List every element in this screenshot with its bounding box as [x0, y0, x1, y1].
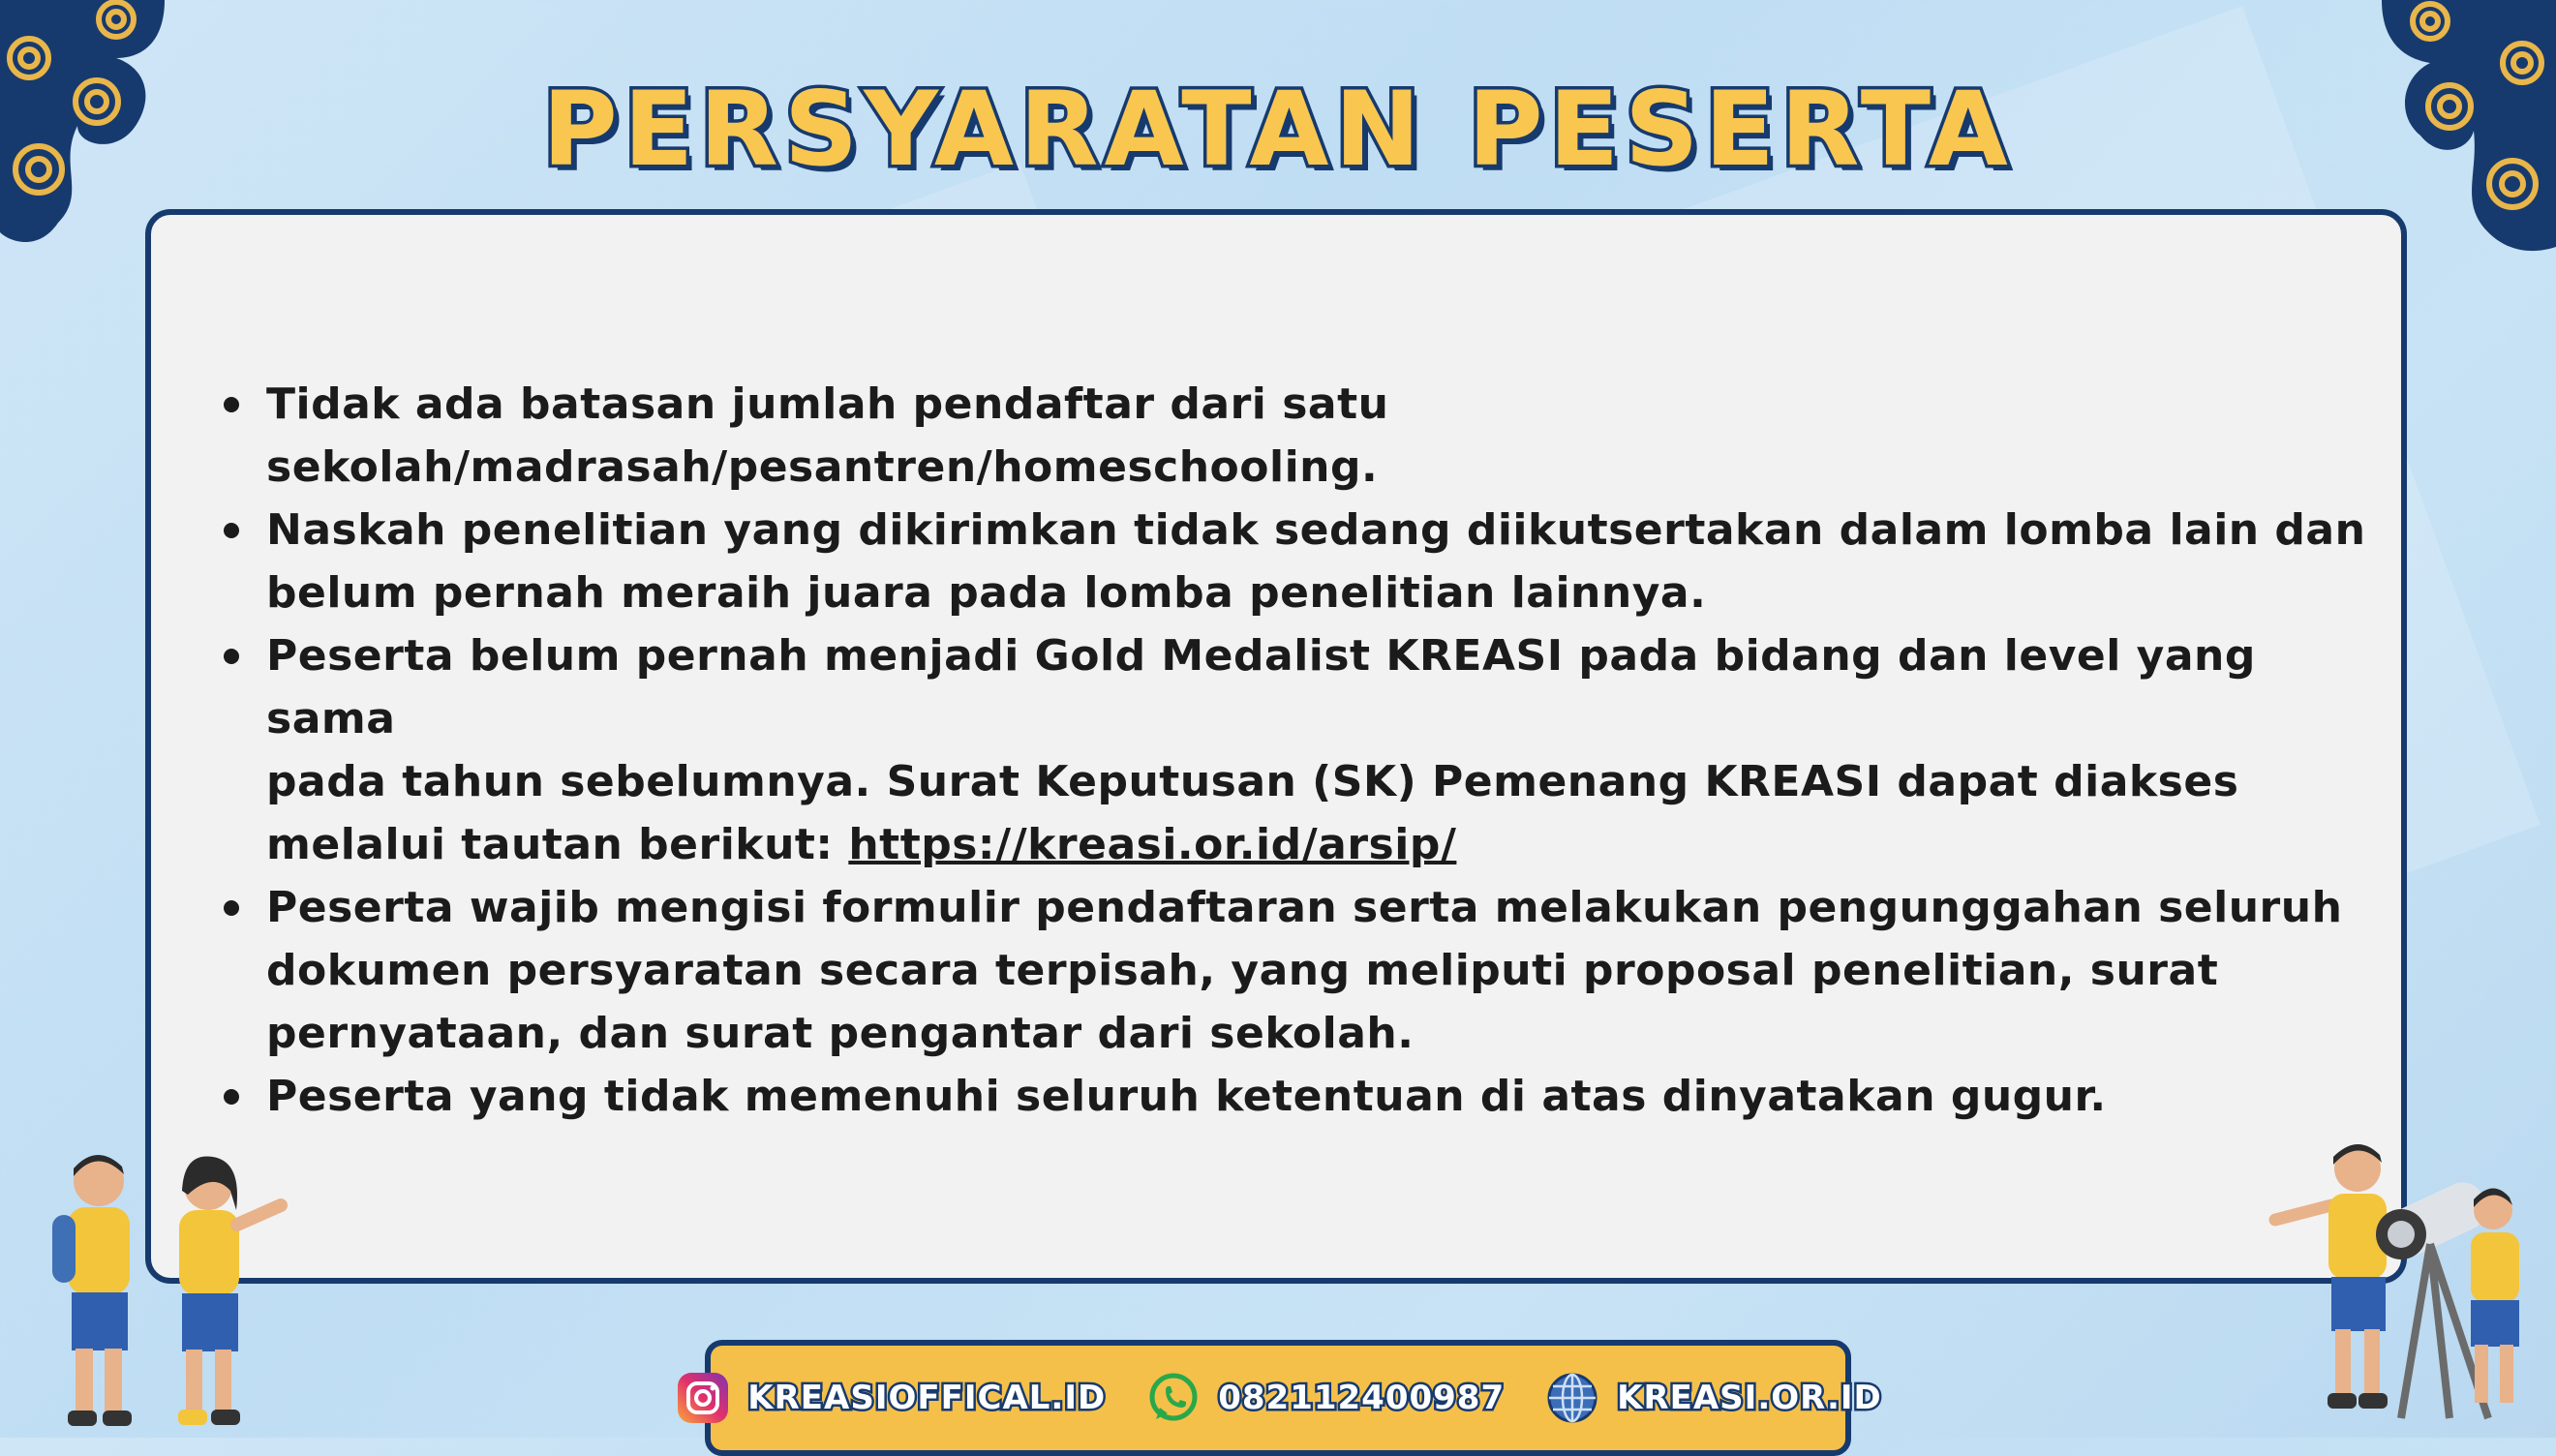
- whatsapp-number: 082112400987: [1218, 1379, 1506, 1417]
- page-title: PERSYARATAN PESERTA: [542, 70, 2014, 189]
- globe-icon: [1543, 1369, 1601, 1427]
- students-telescope-illustration: [2256, 1138, 2537, 1428]
- list-item: [218, 876, 2377, 1065]
- list-item: [218, 499, 2377, 624]
- list-item-line: dokumen persyaratan secara terpisah, yang meliputi proposal penelitian, surat: [266, 946, 2219, 995]
- list-item-line: Tidak ada batasan jumlah pendaftar dari satu: [266, 379, 1389, 429]
- list-item-line: Peserta yang tidak memenuhi seluruh ketentuan di atas dinyatakan gugur.: [266, 1072, 2107, 1121]
- contact-bar: [705, 1340, 1882, 1456]
- requirements-list: [218, 373, 2377, 1128]
- archive-link[interactable]: https://kreasi.or.id/arsip/: [848, 820, 1457, 869]
- list-item-line: sekolah/madrasah/pesantren/homeschooling.: [266, 442, 1379, 492]
- list-item-line: Peserta wajib mengisi formulir pendaftaran serta melakukan pengunggahan seluruh: [266, 883, 2343, 932]
- website-url: KREASI.OR.ID: [1617, 1379, 1882, 1417]
- instagram-icon: [674, 1369, 732, 1427]
- student-girl-illustration: [155, 1152, 300, 1438]
- list-item-line: pada tahun sebelumnya. Surat Keputusan (SK) Pemenang KREASI dapat diakses: [266, 757, 2239, 806]
- instagram-handle: KREASIOFFICAL.ID: [747, 1379, 1107, 1417]
- website-contact[interactable]: [1543, 1369, 1882, 1427]
- list-item: [218, 624, 2377, 876]
- instagram-contact[interactable]: [674, 1369, 1106, 1427]
- list-item-line: Naskah penelitian yang dikirimkan tidak sedang diikutsertakan dalam lomba lain dan: [266, 505, 2366, 555]
- whatsapp-contact[interactable]: [1144, 1369, 1505, 1427]
- list-item-line: melalui tautan berikut:: [266, 820, 849, 869]
- whatsapp-icon: [1144, 1369, 1202, 1427]
- list-item: [218, 373, 2377, 499]
- list-item-line: pernyataan, dan surat pengantar dari sekolah.: [266, 1009, 1415, 1058]
- list-item: [218, 1065, 2377, 1128]
- student-boy-illustration: [39, 1147, 155, 1438]
- list-item-line: Peserta belum pernah menjadi Gold Medalist KREASI pada bidang dan level yang sama: [266, 631, 2256, 743]
- list-item-line: belum pernah meraih juara pada lomba penelitian lainnya.: [266, 568, 1707, 618]
